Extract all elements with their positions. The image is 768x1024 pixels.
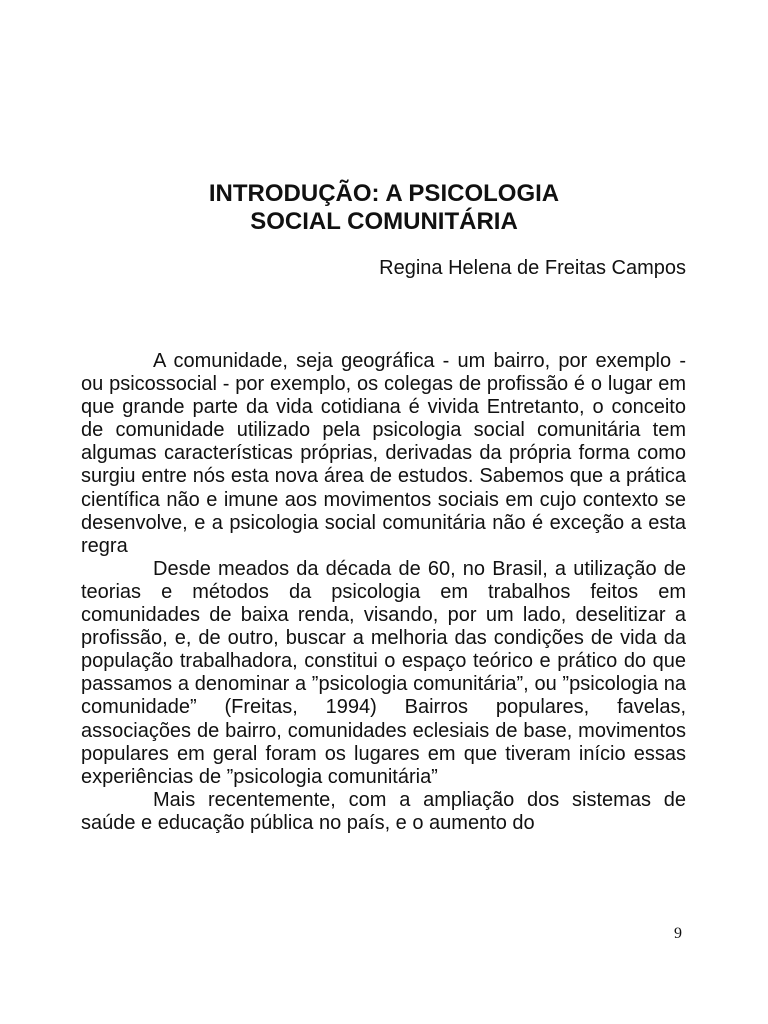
author-name: Regina Helena de Freitas Campos <box>379 257 686 279</box>
chapter-body <box>81 350 686 835</box>
chapter-title-line-2: SOCIAL COMUNITÁRIA <box>250 208 518 235</box>
page-number: 9 <box>674 925 682 942</box>
paragraph-1: A comunidade, seja geográfica - um bairro, por exemplo - ou psicossocial - por exemplo, os colegas de profissão é o lugar em que grande parte da vida cotidiana é vivida Entretanto, o conceito de comunidade utilizado pela psicologia social comunitária tem algumas características próprias, derivadas da própria forma como surgiu entre nós esta nova área de estudos. Sabemos que a prática científica não e imune aos movimentos sociais em cujo contexto se desenvolve, e a psicologia social comunitária não é exceção a esta regra <box>81 350 686 557</box>
paragraph-3: Mais recentemente, com a ampliação dos sistemas de saúde e educação pública no país, e o aumento do <box>81 788 686 834</box>
paragraph-2: Desde meados da década de 60, no Brasil, a utilização de teorias e métodos da psicologia em trabalhos feitos em comunidades de baixa renda, visando, por um lado, deselitizar a profissão, e, de outro, buscar a melhoria das condições de vida da população trabalhadora, constitui o espaço teórico e prático do que passamos a denominar a ”psicologia comunitária”, ou ”psicologia na comunidade” (Freitas, 1994) Bairros populares, favelas, associações de bairro, comunidades eclesiais de base, movimentos populares em geral foram os lugares em que tiveram início essas experiências de ”psicologia comunitária” <box>81 557 686 788</box>
chapter-title-line-1: INTRODUÇÃO: A PSICOLOGIA <box>208 180 560 207</box>
